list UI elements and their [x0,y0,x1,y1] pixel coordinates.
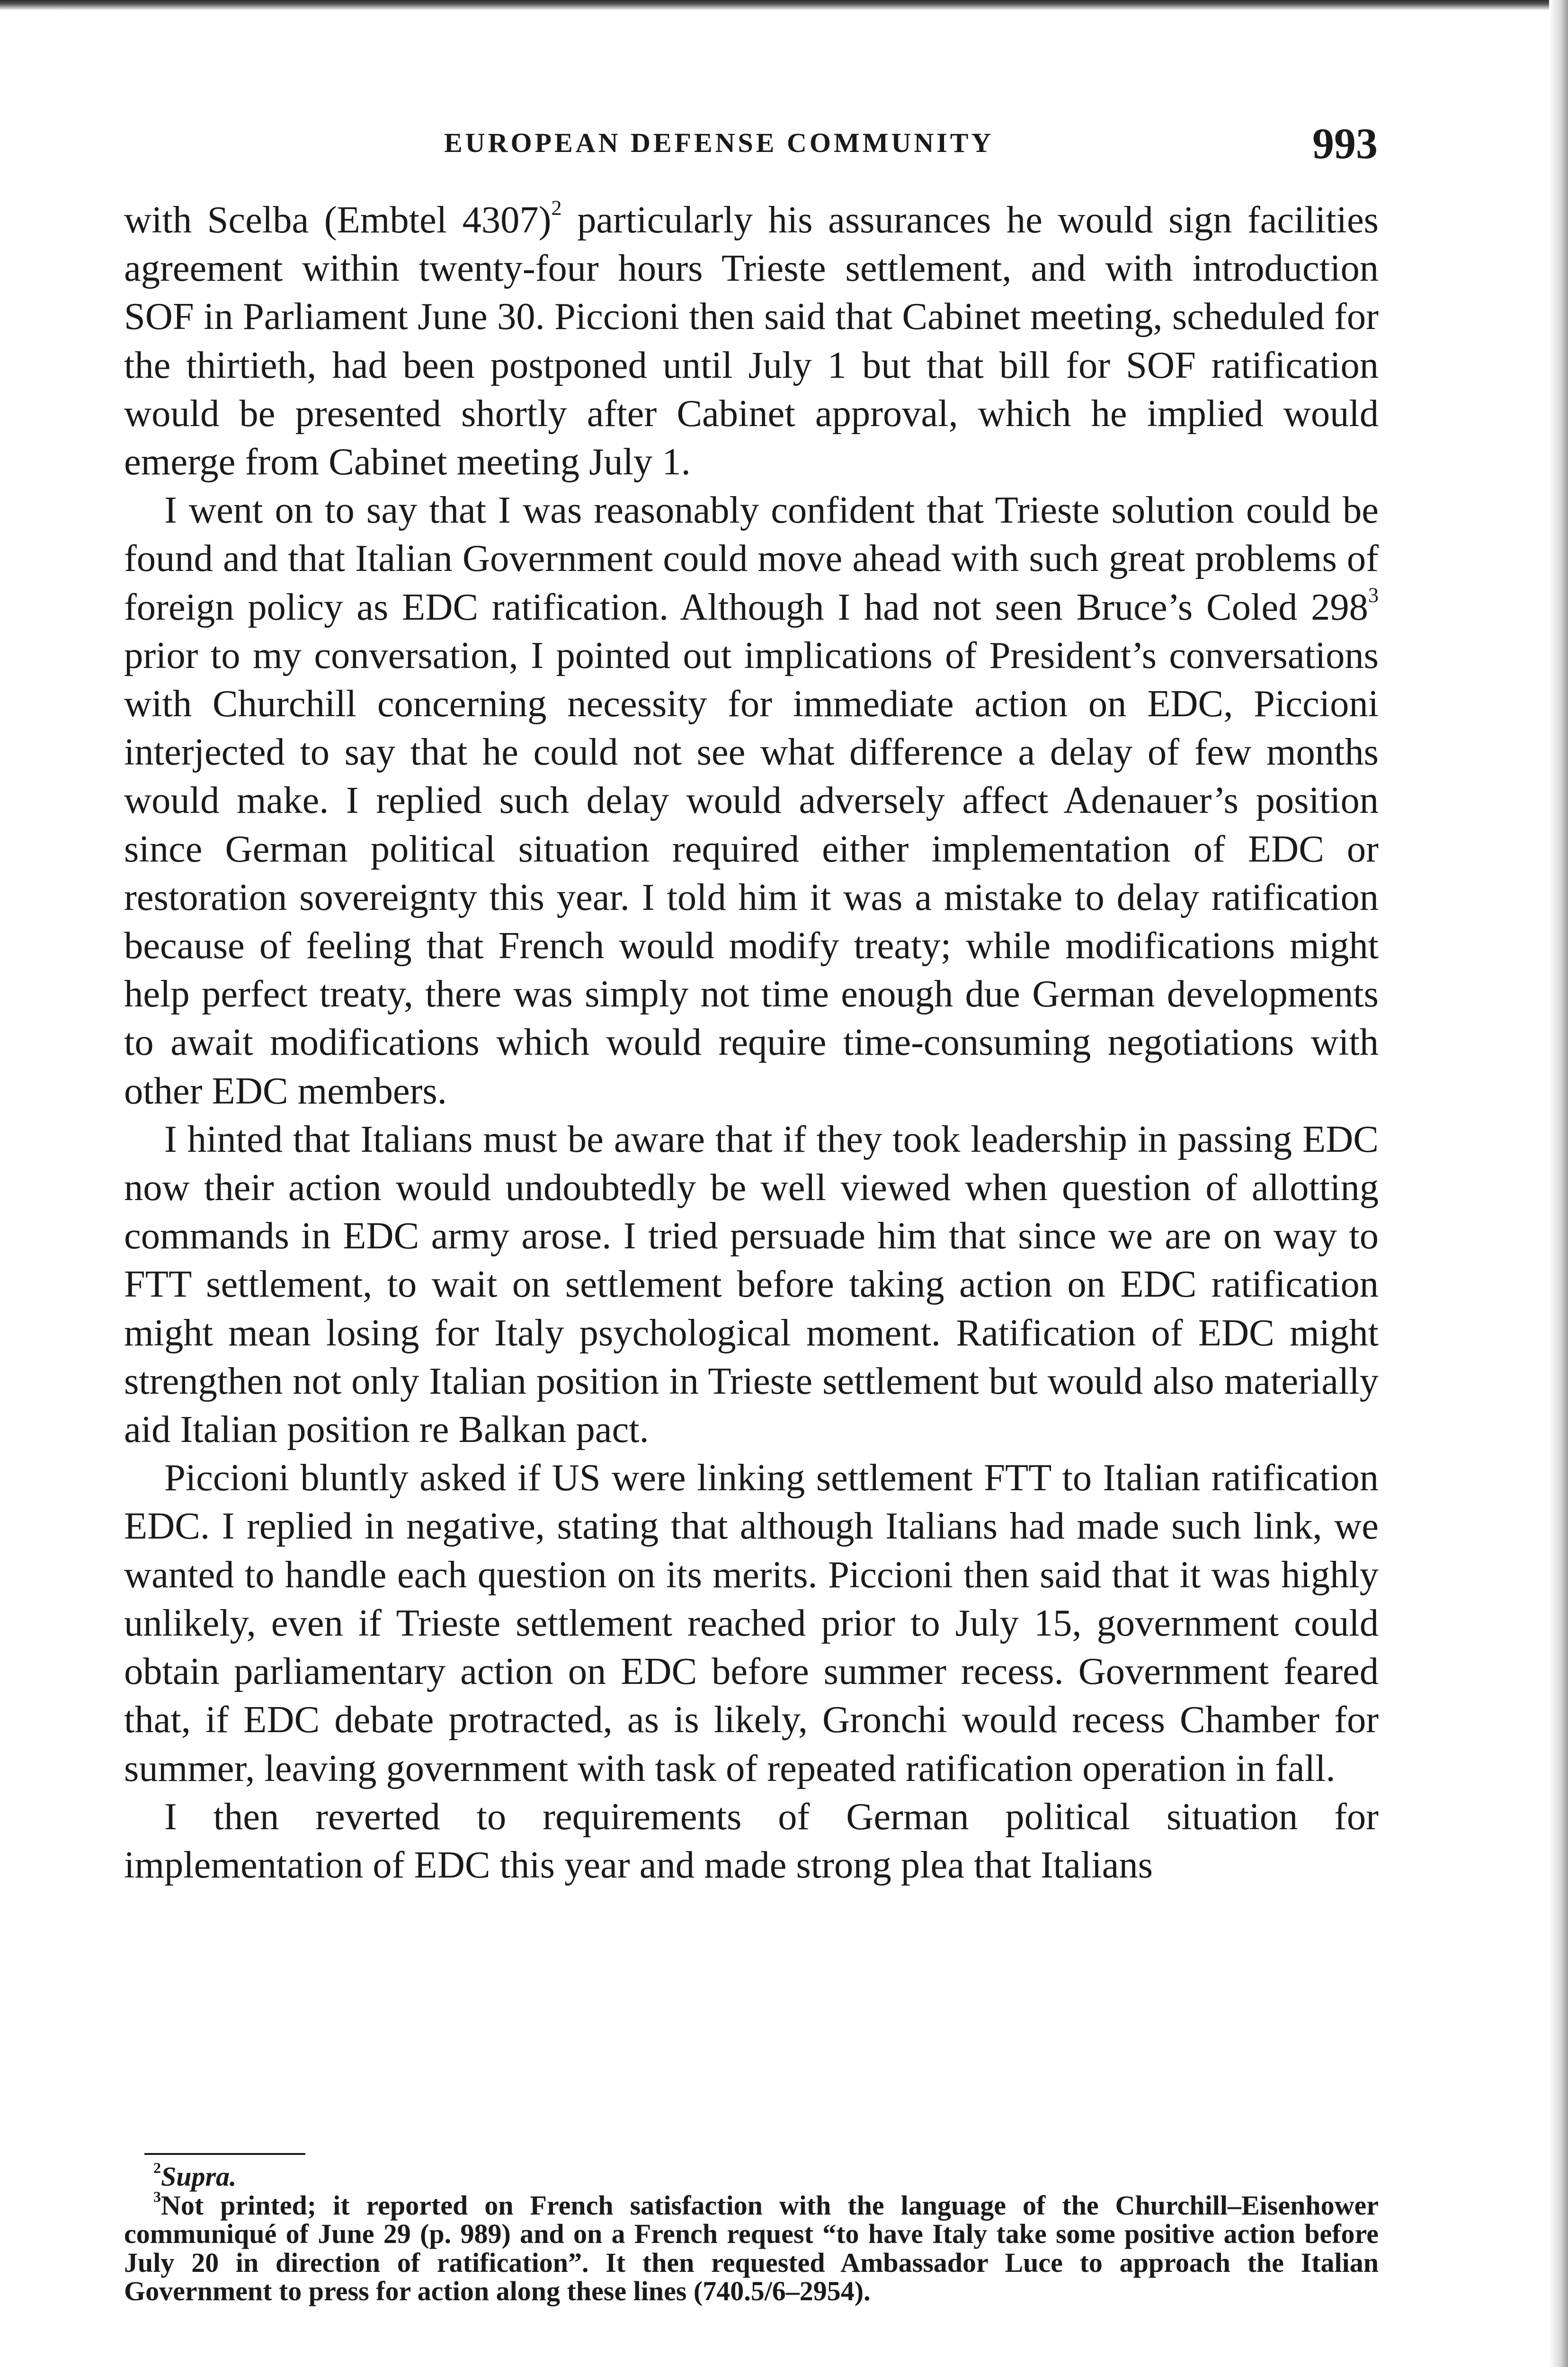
paragraph-5: I then reverted to requirements of German political situation for implementation of EDC this year and made strong plea that Italians [124,1795,1379,1886]
footnote-ref-2: 2 [551,196,562,220]
paragraph-4: Piccioni bluntly asked if US were linking settlement FTT to Italian ratification EDC. I replied in negative, stating that although Italians had made such link, we wanted to handle each question on its merits. Piccioni then said that it was highly unlikely, even if Trieste settlement reached prior to July 15, government could obtain parliamentary action on EDC before summer recess. Government feared that, if EDC debate protracted, as is likely, Gronchi would recess Chamber for summer, leaving government with task of repeated ratification operation in fall. [124,1457,1379,1789]
page-header [128,118,1378,175]
page-number: 993 [1312,119,1378,168]
paragraph-2 [124,486,1379,1115]
footnote-divider [144,2153,305,2155]
footnote-3-mark: 3 [153,2188,161,2205]
running-head: EUROPEAN DEFENSE COMMUNITY [444,127,994,158]
footnotes [124,2159,1379,2306]
paragraph-1-text-start: with Scelba (Embtel 4307) [124,199,552,241]
paragraph-2-text-end: prior to my conversation, I pointed out implications of President’s conversations with Churchill concerning necessity for immediate action on EDC, Piccioni interjected to say that he could not see what difference a delay of few months would make. I replied such delay would adversely affect Adenauer’s position since German political situation required either implementation of EDC or restoration sovereignty this year. I told him it was a mistake to delay ratification because of feeling that French would modify treaty; while modifications might help perfect treaty, there was simply not time enough due German developments to await modifications which would require time-consuming negotiations with other EDC members. [124,634,1379,1112]
footnote-ref-3: 3 [1368,583,1379,606]
body-text [124,196,1379,1889]
footnote-3 [124,2188,1379,2306]
paragraph-1 [124,196,1379,486]
footnote-3-text: Not printed; it reported on French satisfaction with the language of the Churchill–Eisenhower communiqué of June 29 (p. 989) and on a French request “to have Italy take some positive action before July 20 in direction of ratification”. It then requested Ambassador Luce to approach the Italian Government to press for action along these lines (740.5/6–2954). [124,2189,1379,2306]
footnote-2-mark: 2 [153,2159,161,2176]
paragraph-1-text-end: particularly his assurances he would sign facilities agreement within twenty-four hours Trieste settlement, and with introduction SOF in Parliament June 30. Piccioni then said that Cabinet meeting, scheduled for the thirtieth, had been postponed until July 1 but that bill for SOF ratification would be presented shortly after Cabinet approval, which he implied would emerge from Cabinet meeting July 1. [124,199,1379,483]
paragraph-2-text-start: I went on to say that I was reasonably confident that Trieste solution could be found and that Italian Government could move ahead with such great problems of foreign policy as EDC ratification. Although I had not seen Bruce’s Coled 298 [124,489,1379,628]
footnote-2 [124,2159,1379,2192]
footnote-2-text: Supra. [160,2161,237,2192]
scan-edge-top [0,0,1568,10]
scan-edge-right [1549,0,1568,2367]
paragraph-3: I hinted that Italians must be aware that if they took leadership in passing EDC now their action would undoubtedly be well viewed when question of allotting commands in EDC army arose. I tried persuade him that since we are on way to FTT settlement, to wait on settlement before taking action on EDC ratification might mean losing for Italy psychological moment. Ratification of EDC might strengthen not only Italian position in Trieste settlement but would also materially aid Italian position re Balkan pact. [124,1118,1379,1451]
